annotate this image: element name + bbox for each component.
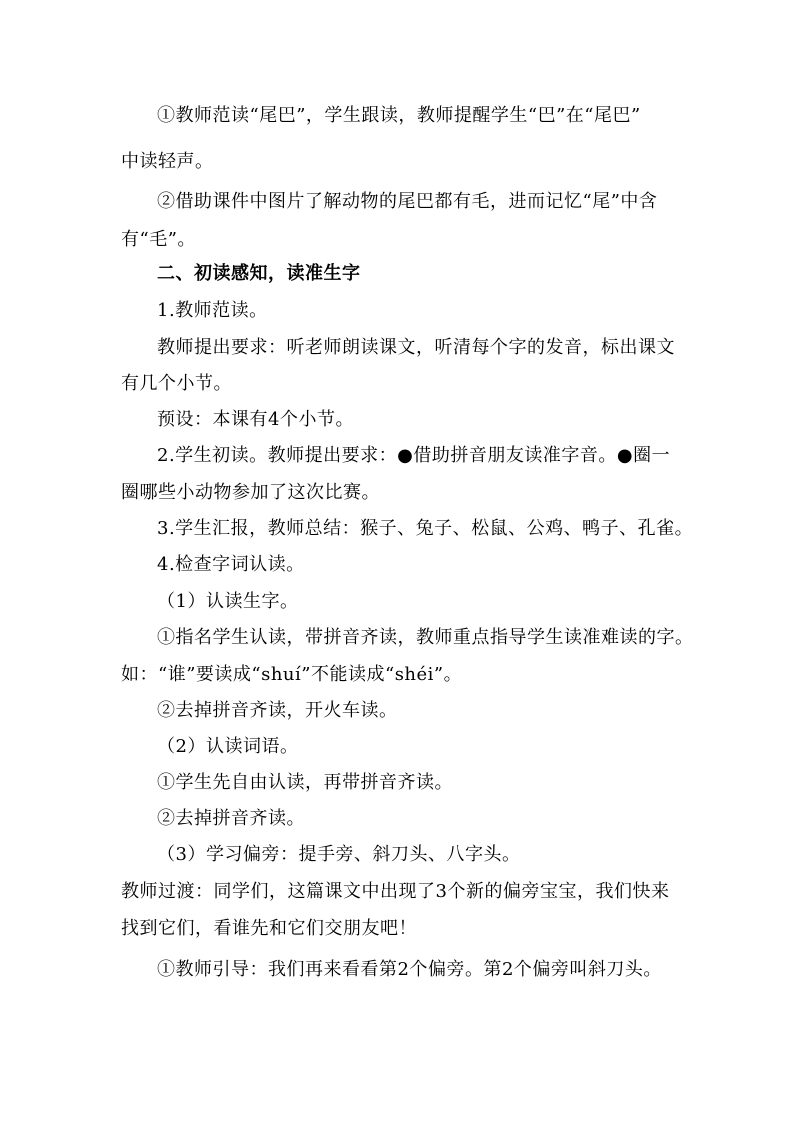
text-line: 4.检查字词认读。 bbox=[157, 554, 305, 575]
text-line: 找到它们，看谁先和它们交朋友吧！ bbox=[121, 918, 417, 939]
text-line: （3）学习偏旁：提手旁、斜刀头、八字头。 bbox=[157, 844, 521, 865]
text-line: 2.学生初读。教师提出要求：●借助拼音朋友读准字音。●圈一 bbox=[157, 445, 671, 466]
section-heading: 二、初读感知，读准生字 bbox=[157, 263, 361, 284]
text-line: ②借助课件中图片了解动物的尾巴都有毛，进而记忆“尾”中含 bbox=[157, 191, 658, 212]
text-line: ②去掉拼音齐读，开火车读。 bbox=[157, 700, 398, 721]
text-line: 如：“谁”要读成“shuí”不能读成“shéi”。 bbox=[121, 664, 463, 685]
text-line: 预设：本课有4个小节。 bbox=[157, 409, 354, 430]
text-line: ①指名学生认读，带拼音齐读，教师重点指导学生读准难读的字。 bbox=[157, 627, 694, 648]
text-line: 中读轻声。 bbox=[121, 151, 214, 172]
text-line: ①教师引导：我们再来看看第2个偏旁。第2个偏旁叫斜刀头。 bbox=[157, 959, 662, 980]
text-line: 1.教师范读。 bbox=[157, 300, 268, 321]
text-line: 有几个小节。 bbox=[121, 373, 232, 394]
text-line: （1）认读生字。 bbox=[157, 591, 299, 612]
text-line: 有“毛”。 bbox=[121, 229, 196, 250]
text-line: ①教师范读“尾巴”，学生跟读，教师提醒学生“巴”在“尾巴” bbox=[157, 105, 641, 126]
text-line: 3.学生汇报，教师总结：猴子、兔子、松鼠、公鸡、鸭子、孔雀。 bbox=[157, 518, 694, 539]
text-line: 教师过渡：同学们，这篇课文中出现了3个新的偏旁宝宝，我们快来 bbox=[121, 881, 670, 902]
text-line: 教师提出要求：听老师朗读课文，听清每个字的发音，标出课文 bbox=[157, 337, 675, 358]
text-line: ①学生先自由认读，再带拼音齐读。 bbox=[157, 772, 453, 793]
text-line: ②去掉拼音齐读。 bbox=[157, 808, 305, 829]
text-line: （2）认读词语。 bbox=[157, 736, 299, 757]
text-line: 圈哪些小动物参加了这次比赛。 bbox=[121, 482, 380, 503]
